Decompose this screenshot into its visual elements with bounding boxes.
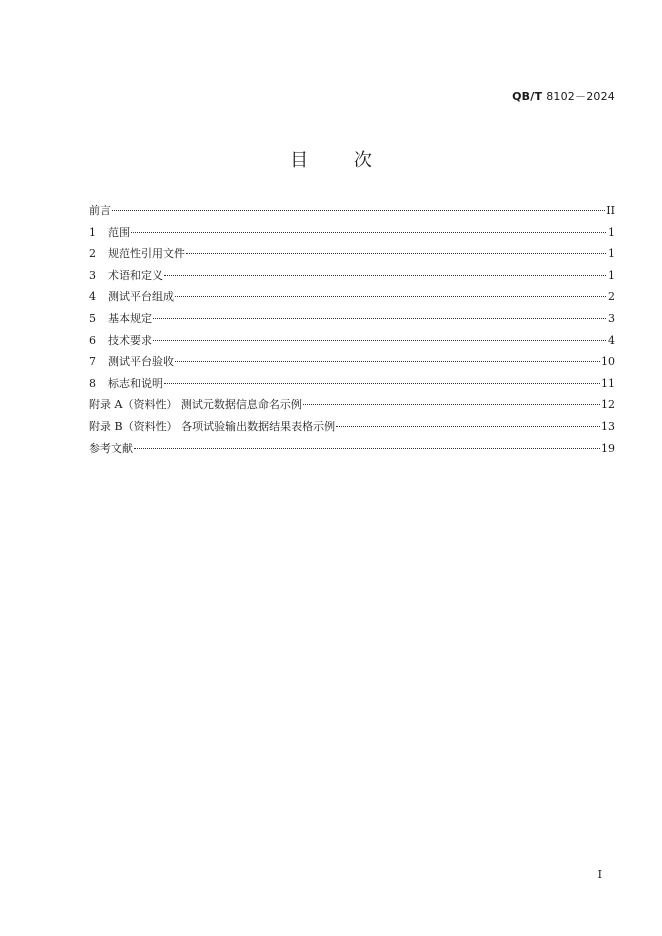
toc-entry-label: 测试平台验收 <box>108 355 174 369</box>
toc-dot-leader <box>164 383 600 384</box>
toc-entry-page: 10 <box>601 355 615 369</box>
page-number: I <box>597 868 602 881</box>
toc-entry-label: 测试平台组成 <box>108 290 174 304</box>
toc-dot-leader <box>186 253 606 254</box>
toc-entry-label: 附录 A（资料性） 测试元数据信息命名示例 <box>89 398 302 412</box>
toc-dot-leader <box>164 275 606 276</box>
toc-entry-label: 基本规定 <box>108 311 152 325</box>
toc-entry[interactable] <box>89 438 615 460</box>
toc-entry-page: 1 <box>608 225 615 239</box>
toc-entry-page: 3 <box>608 311 615 325</box>
toc-entry-number: 5 <box>89 311 96 325</box>
toc-entry[interactable] <box>89 286 615 308</box>
toc-dot-leader <box>175 361 600 362</box>
toc-entry-page: 12 <box>601 398 615 412</box>
toc-dot-leader <box>153 340 606 341</box>
toc-entry-number: 2 <box>89 247 96 261</box>
toc-entry-label: 规范性引用文件 <box>108 247 185 261</box>
toc-entry[interactable] <box>89 351 615 373</box>
toc-entry-number: 7 <box>89 355 96 369</box>
toc-entry-label: 术语和定义 <box>108 268 163 282</box>
toc-entry-number: 1 <box>89 225 96 239</box>
toc-entry-label: 附录 B（资料性） 各项试验输出数据结果表格示例 <box>89 419 336 433</box>
page-title: 目 次 <box>290 150 392 171</box>
toc-dot-leader <box>134 448 600 449</box>
toc-dot-leader <box>303 404 600 405</box>
toc-dot-leader <box>336 426 600 427</box>
toc-entry[interactable] <box>89 394 615 416</box>
toc-entry-label: 前言 <box>89 204 111 217</box>
toc-dot-leader <box>112 210 605 211</box>
toc-entry[interactable] <box>89 200 615 222</box>
toc-entry-label: 技术要求 <box>108 333 152 347</box>
toc-entry-label: 标志和说明 <box>108 376 163 390</box>
toc-entry-page: 11 <box>601 376 615 390</box>
toc-entry-number: 6 <box>89 333 96 347</box>
toc-entry-number: 4 <box>89 290 96 304</box>
toc-entry[interactable] <box>89 222 615 244</box>
table-of-contents <box>89 200 615 459</box>
toc-entry[interactable] <box>89 243 615 265</box>
toc-entry-page: 2 <box>608 290 615 304</box>
toc-dot-leader <box>131 232 606 233</box>
toc-entry-page: 1 <box>608 247 615 261</box>
standard-code <box>512 88 615 104</box>
toc-entry-number: 8 <box>89 376 96 390</box>
standard-code-number: 8102－2024 <box>546 90 615 103</box>
toc-dot-leader <box>153 318 606 319</box>
toc-entry[interactable] <box>89 373 615 395</box>
toc-entry[interactable] <box>89 330 615 352</box>
toc-entry[interactable] <box>89 416 615 438</box>
toc-entry-page: 13 <box>601 419 615 433</box>
toc-entry[interactable] <box>89 308 615 330</box>
toc-entry-page: 1 <box>608 268 615 282</box>
toc-entry[interactable] <box>89 265 615 287</box>
toc-entry-number: 3 <box>89 268 96 282</box>
toc-entry-page: 19 <box>601 441 615 455</box>
toc-entry-page: 4 <box>608 333 615 347</box>
toc-entry-label: 范围 <box>108 225 130 239</box>
toc-dot-leader <box>175 296 606 297</box>
standard-code-prefix: QB/T <box>512 90 543 103</box>
toc-entry-page: II <box>606 204 615 217</box>
toc-entry-label: 参考文献 <box>89 441 133 455</box>
